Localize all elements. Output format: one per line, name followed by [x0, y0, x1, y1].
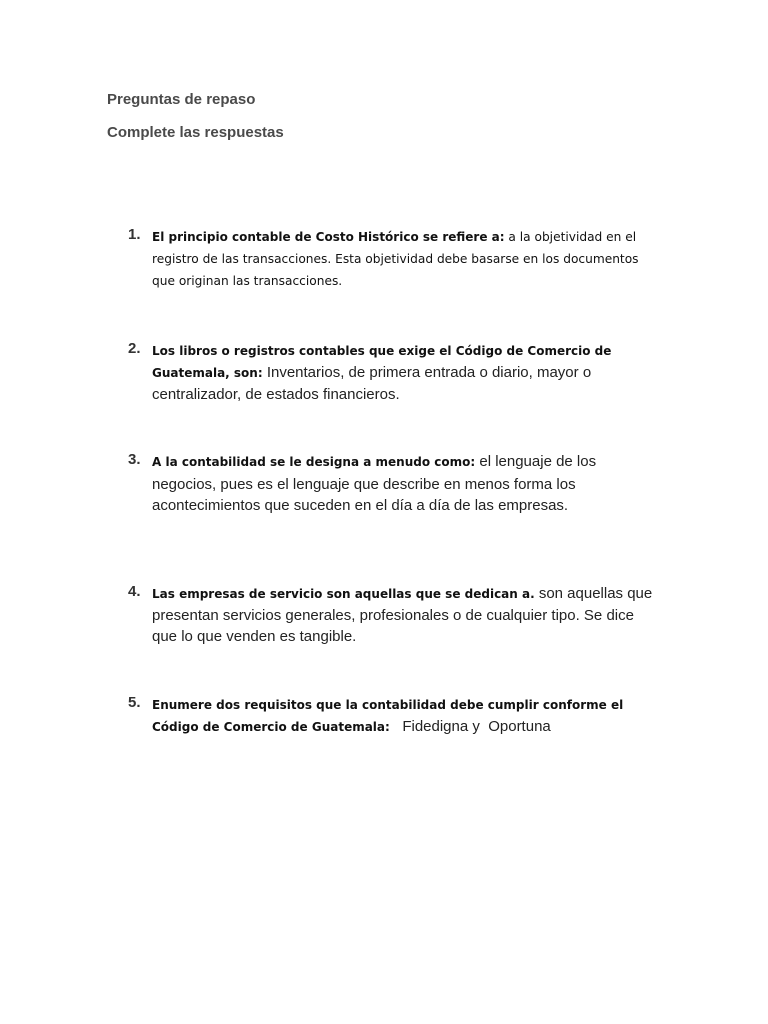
- question-prompt: Enumere dos requisitos que la contabilidad debe cumplir conforme el Código de Comercio de Guatemala:: [152, 698, 624, 734]
- question-prompt: A la contabilidad se le designa a menudo como:: [152, 455, 476, 469]
- question-prompt: Los libros o registros contables que exige el Código de Comercio de Guatemala, son:: [152, 344, 612, 380]
- question-text: [152, 451, 662, 517]
- question-number: 5.: [128, 694, 141, 711]
- question-answer: Inventarios, de primera entrada o diario, mayor o centralizador, de estados financieros.: [152, 364, 592, 403]
- document-title: Preguntas de repaso: [107, 91, 256, 108]
- question-text: [152, 340, 662, 406]
- question-prompt: El principio contable de Costo Histórico se refiere a:: [152, 230, 505, 244]
- question-text: [152, 583, 662, 647]
- question-answer: a la objetividad en el registro de las transacciones. Esta objetividad debe basarse en los documentos que originan las transacciones.: [152, 230, 639, 288]
- question-answer: Fidedigna y Oportuna: [389, 718, 551, 735]
- question-text: [152, 694, 662, 738]
- question-number: 3.: [128, 451, 141, 468]
- question-number: 4.: [128, 583, 141, 600]
- question-number: 1.: [128, 226, 141, 243]
- question-number: 2.: [128, 340, 141, 357]
- question-text: [152, 226, 662, 292]
- question-answer: el lenguaje de los negocios, pues es el lenguaje que describe en menos forma los acontecimientos que suceden en el día a día de las empresas.: [152, 453, 597, 514]
- document-subtitle: Complete las respuestas: [107, 124, 284, 141]
- question-prompt: Las empresas de servicio son aquellas que se dedican a.: [152, 587, 535, 601]
- question-answer: son aquellas que presentan servicios generales, profesionales o de cualquier tipo. Se dice que lo que venden es tangible.: [152, 585, 653, 645]
